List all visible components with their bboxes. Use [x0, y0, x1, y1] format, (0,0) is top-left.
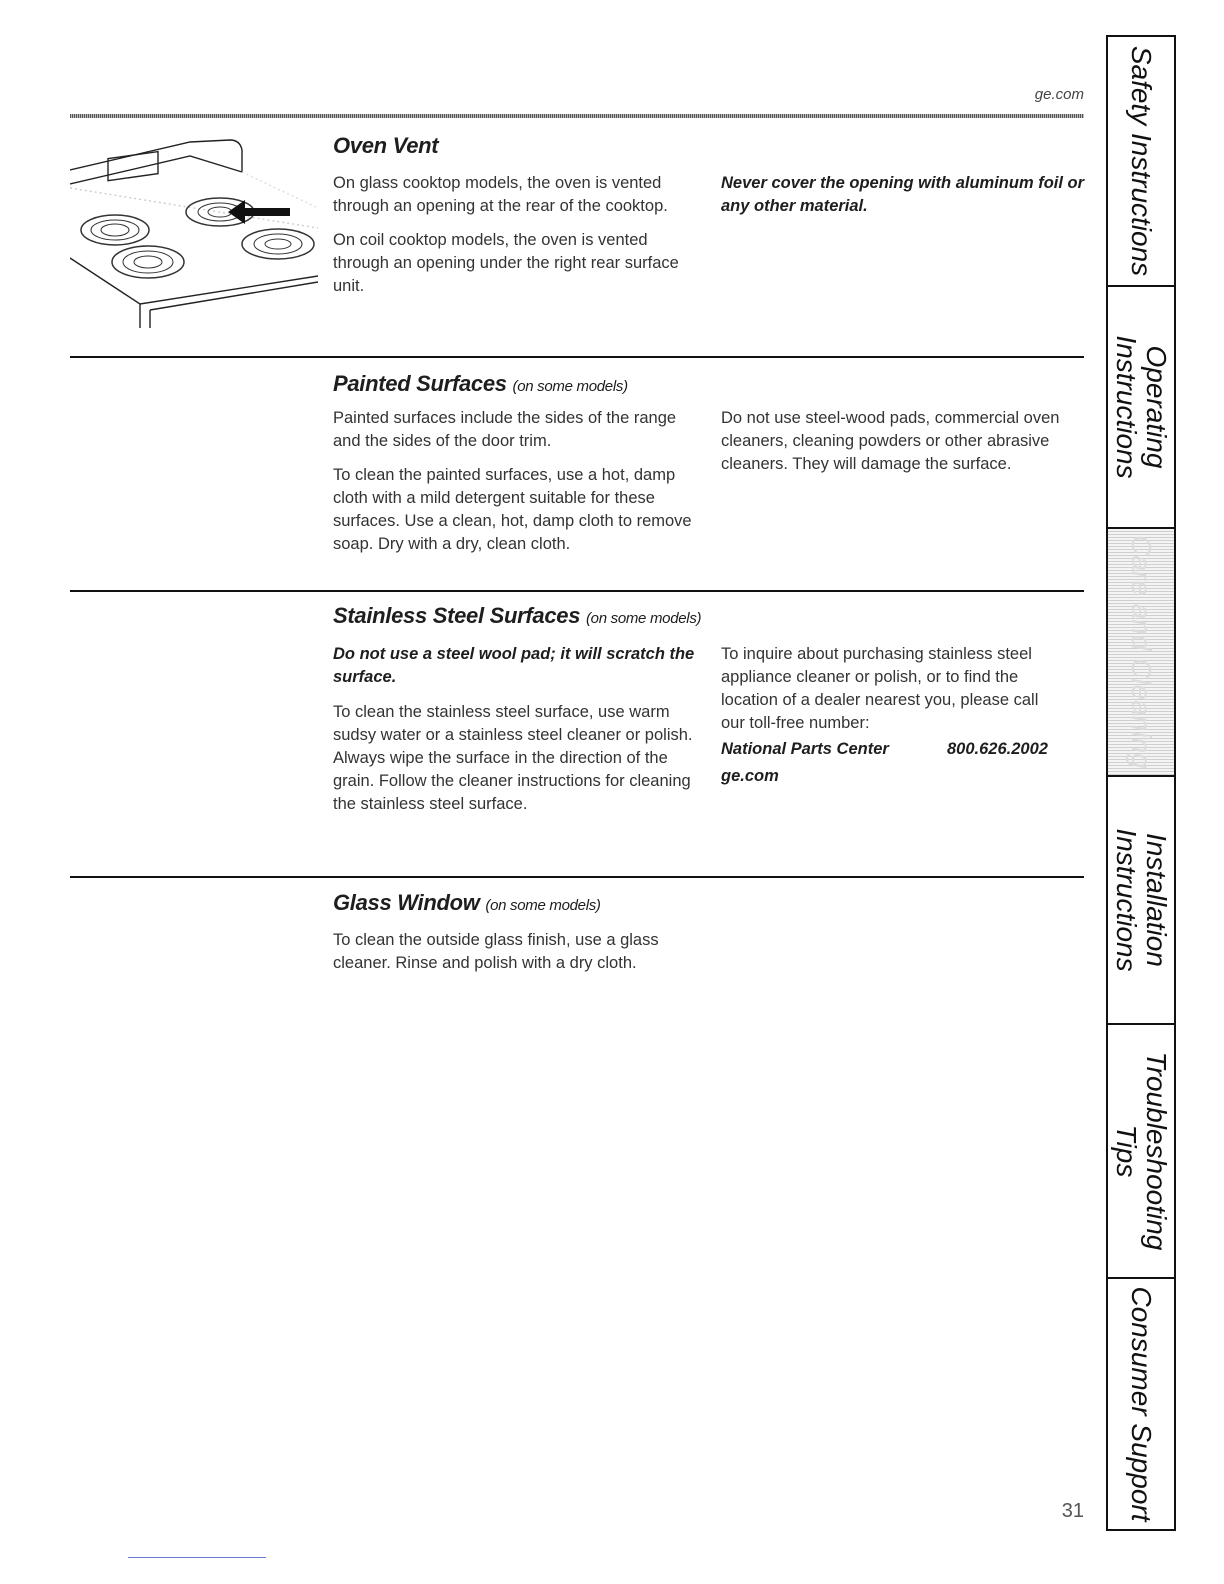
stainless-inquiry: To inquire about purchasing stainless steel appliance cleaner or polish, or to find the location of a dealer nearest you, please call our toll-free number: [721, 645, 1039, 732]
stainless-body [333, 643, 698, 827]
stainless-warning: Do not use a steel wool pad; it will scratch the surface. [333, 645, 695, 686]
tab-safety-instructions[interactable] [1108, 37, 1174, 287]
cooktop-illustration [70, 128, 318, 330]
section-divider [70, 876, 1084, 878]
section-tabs [1106, 35, 1176, 1531]
painted-surfaces-title-text: Painted Surfaces [333, 371, 507, 396]
stainless-title [333, 603, 701, 629]
tab-label-line: Operating [1141, 345, 1172, 469]
painted-surfaces-title [333, 371, 628, 397]
website-link[interactable]: ge.com [721, 767, 779, 785]
parts-center-phone[interactable]: 800.626.2002 [947, 740, 1048, 758]
section-divider [70, 590, 1084, 592]
header-rule [70, 114, 1084, 118]
glass-window-body: To clean the outside glass finish, use a glass cleaner. Rinse and polish with a dry cloth. [333, 931, 659, 972]
parts-center-label: National Parts Center [721, 740, 889, 758]
tab-label-line: Instructions [1111, 828, 1142, 972]
stainless-paragraph: To clean the stainless steel surface, use warm sudsy water or a stainless steel cleaner or polish. Always wipe the surface in the direction of the grain. Follow the cleaner instructions for cleaning the stainless steel surface. [333, 703, 693, 813]
oven-vent-warning: Never cover the opening with aluminum foil or any other material. [721, 174, 1085, 215]
tab-troubleshooting-tips[interactable] [1108, 1025, 1174, 1279]
painted-surfaces-paragraph: To clean the painted surfaces, use a hot, damp cloth with a mild detergent suitable for these surfaces. Use a clean, hot, damp cloth to remove soap. Dry with a dry, clean cloth. [333, 466, 692, 553]
oven-vent-body [333, 172, 695, 309]
section-divider [70, 356, 1084, 358]
tab-label [1111, 1052, 1171, 1251]
glass-window-title [333, 890, 601, 916]
tab-label-line: Instructions [1111, 335, 1142, 479]
painted-surfaces-paragraph: Painted surfaces include the sides of the range and the sides of the door trim. [333, 409, 677, 450]
footer-line [128, 1557, 266, 1558]
painted-surfaces-caution: Do not use steel-wood pads, commercial oven cleaners, cleaning powders or other abrasive cleaners. They will damage the surface. [721, 409, 1060, 473]
page-number: 31 [1061, 1500, 1084, 1522]
tab-label: Care and Cleaning [1126, 535, 1157, 769]
tab-operating-instructions[interactable] [1108, 287, 1174, 529]
stainless-subtitle: (on some models) [585, 610, 702, 627]
tab-installation-instructions[interactable] [1108, 777, 1174, 1025]
oven-vent-paragraph: On coil cooktop models, the oven is vented through an opening under the right rear surface unit. [333, 231, 679, 295]
tab-label-line: Installation [1141, 833, 1172, 967]
tab-label [1111, 335, 1171, 478]
tab-label-line: Troubleshooting [1141, 1051, 1172, 1251]
painted-surfaces-subtitle: (on some models) [512, 378, 628, 395]
tab-label [1111, 828, 1171, 971]
stainless-title-text: Stainless Steel Surfaces [333, 603, 581, 628]
oven-vent-paragraph: On glass cooktop models, the oven is vented through an opening at the rear of the cooktop. [333, 174, 668, 215]
tab-label: Consumer Support [1126, 1286, 1157, 1522]
vent-arrow-icon [228, 200, 290, 224]
glass-window-subtitle: (on some models) [485, 897, 601, 914]
tab-care-and-cleaning[interactable] [1108, 529, 1174, 777]
tab-label-line: Tips [1111, 1124, 1142, 1178]
tab-label: Safety Instructions [1126, 45, 1157, 277]
oven-vent-title: Oven Vent [333, 133, 439, 158]
tab-consumer-support[interactable] [1108, 1279, 1174, 1529]
glass-window-title-text: Glass Window [333, 890, 480, 915]
painted-surfaces-body [333, 407, 698, 567]
website-header: ge.com [1034, 86, 1084, 103]
